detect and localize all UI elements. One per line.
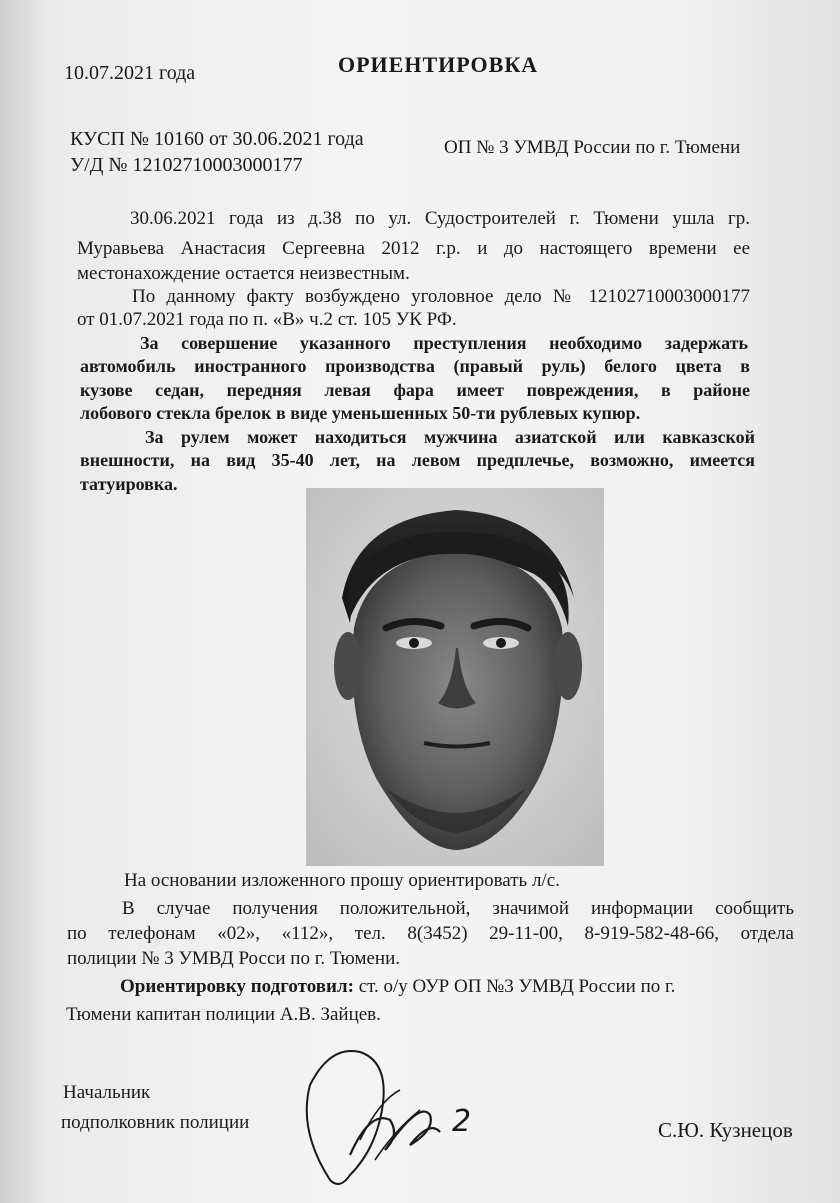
paragraph-1-line-3: местонахождение остается неизвестным. [77,263,410,284]
prepared-by-text: ст. о/у ОУР ОП №3 УМВД России по г. [353,976,676,997]
paragraph-3-line-3: кузове седан, передняя левая фара имеет повреждения, в районе [80,380,750,400]
prepared-by-line [120,976,675,998]
paragraph-2-line-2: от 01.07.2021 года по п. «В» ч.2 ст. 105 УК РФ. [77,309,457,330]
signatory-position: Начальник [63,1082,151,1103]
paragraph-3-line-4: лобового стекла брелок в виде уменьшенных 50-ти рублевых купюр. [80,403,641,423]
paragraph-3-line-1: За совершение указанного преступления необходимо задержать [140,333,748,353]
department-name: ОП № 3 УМВД России по г. Тюмени [444,137,741,158]
paragraph-1-line-1: 30.06.2021 года из д.38 по ул. Судостроителей г. Тюмени ушла гр. [130,208,750,229]
document-title: ОРИЕНТИРОВКА [338,52,539,77]
prepared-by-line-2: Тюмени капитан полиции А.В. Зайцев. [66,1004,381,1025]
paragraph-6-line-2: по телефонам «02», «112», тел. 8(3452) 29-11-00, 8-919-582-48-66, отдела [67,923,794,944]
paragraph-4-line-3: татуировка. [80,474,178,494]
paragraph-1-line-2: Муравьева Анастасия Сергеевна 2012 г.р. и до настоящего времени ее [77,238,750,259]
signatory-rank: подполковник полиции [61,1112,250,1133]
paragraph-2-line-1: По данному факту возбуждено уголовное дело № 12102710003000177 [132,286,750,307]
signatory-name: С.Ю. Кузнецов [658,1118,793,1142]
prepared-by-label: Ориентировку подготовил: [120,976,354,997]
paragraph-6-line-3: полиции № 3 УМВД Росси по г. Тюмени. [67,948,401,969]
paragraph-5: На основании изложенного прошу ориентировать л/с. [124,870,560,891]
document-date: 10.07.2021 года [64,62,196,84]
paragraph-4-line-2: внешности, на вид 35-40 лет, на левом предплечье, возможно, имеется [80,450,755,470]
composite-sketch-photo [306,488,604,866]
signature-mark: 2 [452,1104,472,1139]
paragraph-3-line-2: автомобиль иностранного производства (правый руль) белого цвета в [80,356,750,376]
kusp-number: КУСП № 10160 от 30.06.2021 года [70,128,364,150]
paragraph-6-line-1: В случае получения положительной, значимой информации сообщить [122,898,794,919]
case-number: У/Д № 12102710003000177 [70,154,303,176]
paragraph-4-line-1: За рулем может находиться мужчина азиатской или кавказской [145,427,755,447]
